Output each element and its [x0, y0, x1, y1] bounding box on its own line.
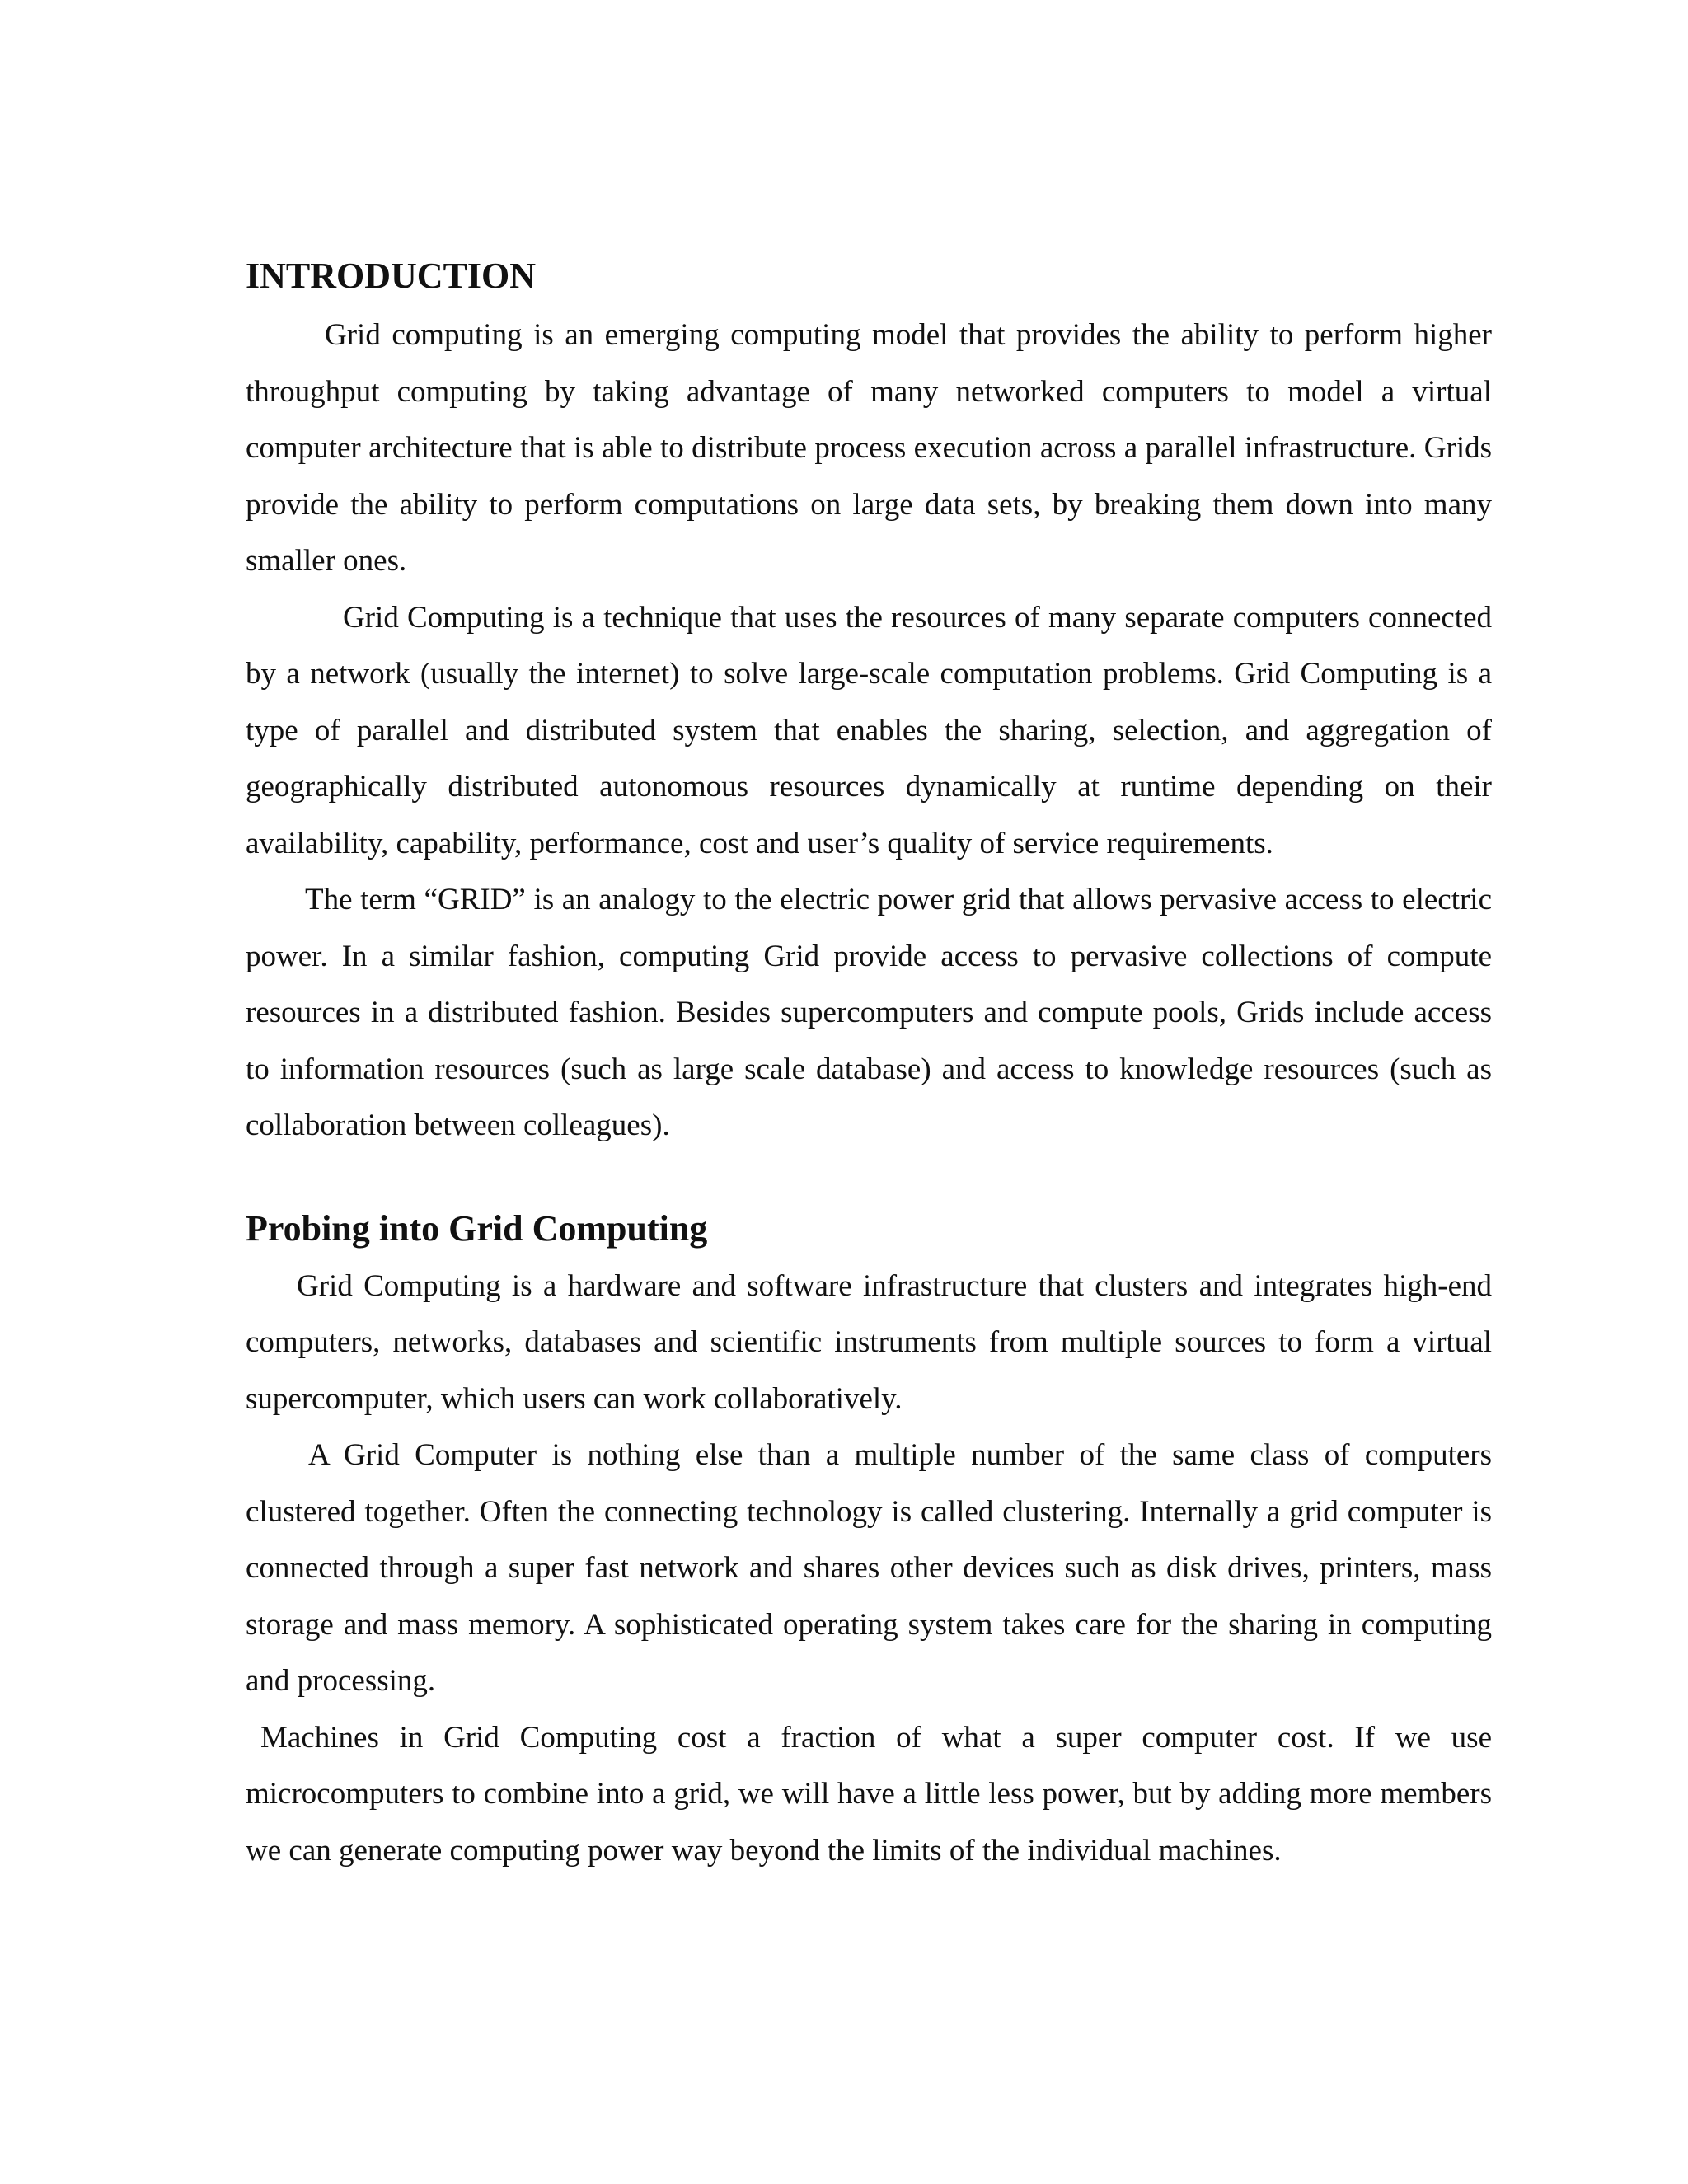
paragraph: Grid Computing is a hardware and software infrastructure that clusters and integrates high-end computers, networks, databases and scientific instruments from multiple sources to form a virtual supercomputer, which users can work collaboratively. — [246, 1268, 1492, 1416]
document-body — [246, 251, 1492, 1879]
paragraph: Grid computing is an emerging computing model that provides the ability to perform higher throughput computing by taking advantage of many networked computers to model a virtual computer architecture that is able to distribute process execution across a parallel infrastructure. Grids provide the ability to perform computations on large data sets, by breaking them down into many smaller ones. — [246, 318, 1492, 578]
paragraph: Grid Computing is a technique that uses the resources of many separate computers connected by a network (usually the internet) to solve large-scale computation problems. Grid Computing is a type of parallel and distributed system that enables the sharing, selection, and aggregation of geographically distributed autonomous resources dynamically at runtime depending on their availability, capability, performance, cost and user’s quality of service requirements. — [246, 600, 1492, 860]
paragraph: Machines in Grid Computing cost a fraction of what a super computer cost. If we use microcomputers to combine into a grid, we will have a little less power, but by adding more members we can generate computing power way beyond the limits of the individual machines. — [246, 1720, 1492, 1868]
paragraph: A Grid Computer is nothing else than a multiple number of the same class of computers clustered together. Often the connecting technology is called clustering. Internally a grid computer is connected through a super fast network and shares other devices such as disk drives, printers, mass storage and mass memory. A sophisticated operating system takes care for the sharing in computing and processing. — [246, 1438, 1492, 1698]
section-heading-probing: Probing into Grid Computing — [246, 1207, 708, 1249]
section-heading-introduction: INTRODUCTION — [246, 255, 537, 296]
paragraph: The term “GRID” is an analogy to the electric power grid that allows pervasive access to electric power. In a similar fashion, computing Grid provide access to pervasive collections of compute resources in a distributed fashion. Besides supercomputers and compute pools, Grids include access to information resources (such as large scale database) and access to knowledge resources (such as collaboration between colleagues). — [246, 883, 1492, 1142]
